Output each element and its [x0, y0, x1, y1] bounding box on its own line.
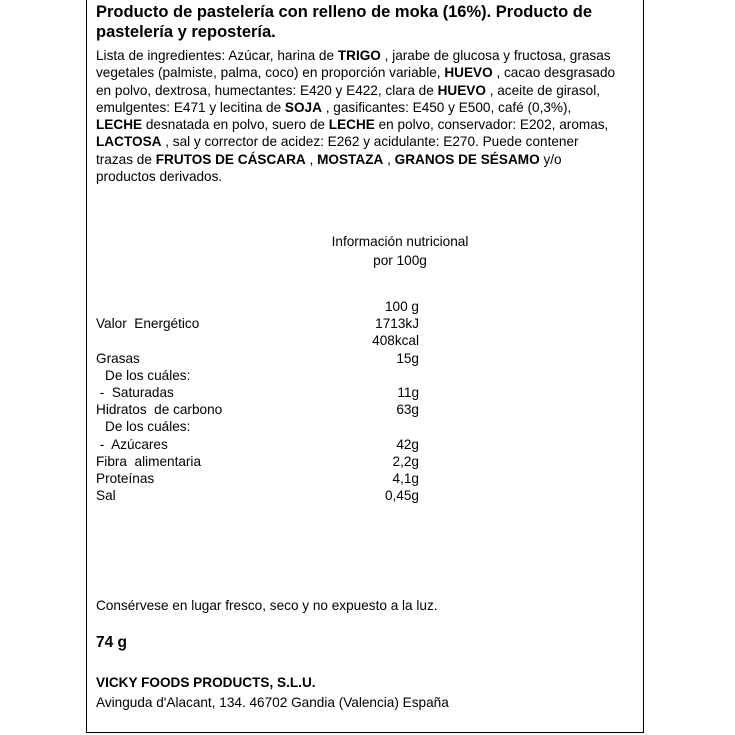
ingredient-text: , cacao desgrasado en polvo, dextrosa, humectantes: E420 y E422, clara de — [96, 65, 616, 98]
nutrition-label: - Saturadas — [96, 384, 174, 400]
nutrition-value: 4,1g — [392, 470, 419, 486]
nutrition-row — [96, 350, 516, 367]
nutrition-label: - Azúcares — [96, 436, 168, 452]
allergen-text: SOJA — [284, 99, 322, 115]
nutrition-value: 2,2g — [392, 453, 419, 469]
ingredient-text: Lista de ingredientes: Azúcar, harina de — [96, 48, 338, 63]
nutrition-row — [96, 367, 516, 384]
nutrition-label: Sal — [96, 488, 116, 504]
nutrition-row — [96, 436, 516, 453]
nutrition-row — [96, 470, 516, 487]
nutrition-column-header: 100 g — [384, 299, 419, 314]
ingredient-text: , aceite de girasol, emulgentes: E471 y lecitina de — [96, 82, 601, 115]
nutrition-value: 63g — [396, 402, 419, 418]
ingredient-text: , sal y corrector de acidez: E262 y acidulante: E270. Puede contener trazas de — [96, 134, 579, 167]
product-title: Producto de pastelería con relleno de moka (16%). Producto de pastelería y repostería. — [96, 3, 593, 41]
allergen-text: MOSTAZA — [317, 151, 384, 167]
storage-instructions: Consérvese en lugar fresco, seco y no expuesto a la luz. — [96, 598, 438, 613]
nutrition-value: 11g — [397, 384, 419, 400]
company-name: VICKY FOODS PRODUCTS, S.L.U. — [96, 675, 316, 690]
nutrition-label: De los cuáles: — [105, 367, 191, 383]
allergen-text: GRANOS DE SÉSAMO — [394, 151, 540, 167]
nutrition-value: 408kcal — [372, 333, 419, 349]
nutrition-label: Valor Energético — [96, 316, 200, 332]
nutrition-heading: Información nutricional — [331, 234, 469, 249]
nutrition-basis: por 100g — [373, 253, 427, 268]
nutrition-row — [96, 315, 516, 332]
allergen-text: LECHE — [96, 117, 143, 133]
nutrition-label: Hidratos de carbono — [96, 402, 223, 418]
nutrition-label: Proteínas — [96, 470, 155, 486]
nutrition-row — [96, 384, 516, 401]
nutrition-value: 42g — [396, 436, 419, 452]
nutrition-value: 1713kJ — [375, 316, 419, 332]
nutrition-column-header-row — [96, 298, 516, 315]
nutrition-label: De los cuáles: — [105, 419, 191, 435]
nutrition-header — [300, 232, 500, 270]
ingredient-text: en polvo, conservador: E202, aromas, — [374, 117, 609, 133]
allergen-text: HUEVO — [437, 82, 486, 98]
nutrition-row — [96, 401, 516, 418]
nutrition-table — [96, 298, 516, 504]
ingredient-text: y/o productos derivados. — [96, 151, 562, 185]
net-weight: 74 g — [96, 634, 128, 651]
allergen-text: LACTOSA — [96, 134, 162, 150]
nutrition-row — [96, 453, 516, 470]
nutrition-row — [96, 332, 516, 349]
ingredients-list — [96, 47, 616, 185]
allergen-text: TRIGO — [337, 48, 381, 63]
company-address: Avinguda d'Alacant, 134. 46702 Gandia (Valencia) España — [96, 695, 449, 710]
nutrition-row — [96, 487, 516, 504]
nutrition-value: 0,45g — [384, 488, 419, 504]
ingredient-text: , jarabe de glucosa y fructosa, grasas vegetales (palmiste, palma, coco) en proporción variable, — [96, 48, 611, 81]
nutrition-value: 15g — [396, 350, 419, 366]
allergen-text: FRUTOS DE CÁSCARA — [155, 151, 306, 167]
nutrition-row — [96, 418, 516, 435]
allergen-text: LECHE — [328, 117, 375, 133]
ingredient-text: , — [305, 151, 318, 167]
ingredient-text: , gasificantes: E450 y E500, café (0,3%), — [321, 99, 572, 115]
ingredient-text: , — [383, 151, 395, 167]
allergen-text: HUEVO — [444, 65, 493, 81]
nutrition-label: Grasas — [96, 350, 140, 366]
nutrition-label: Fibra alimentaria — [96, 453, 202, 469]
ingredient-text: desnatada en polvo, suero de — [142, 117, 329, 133]
